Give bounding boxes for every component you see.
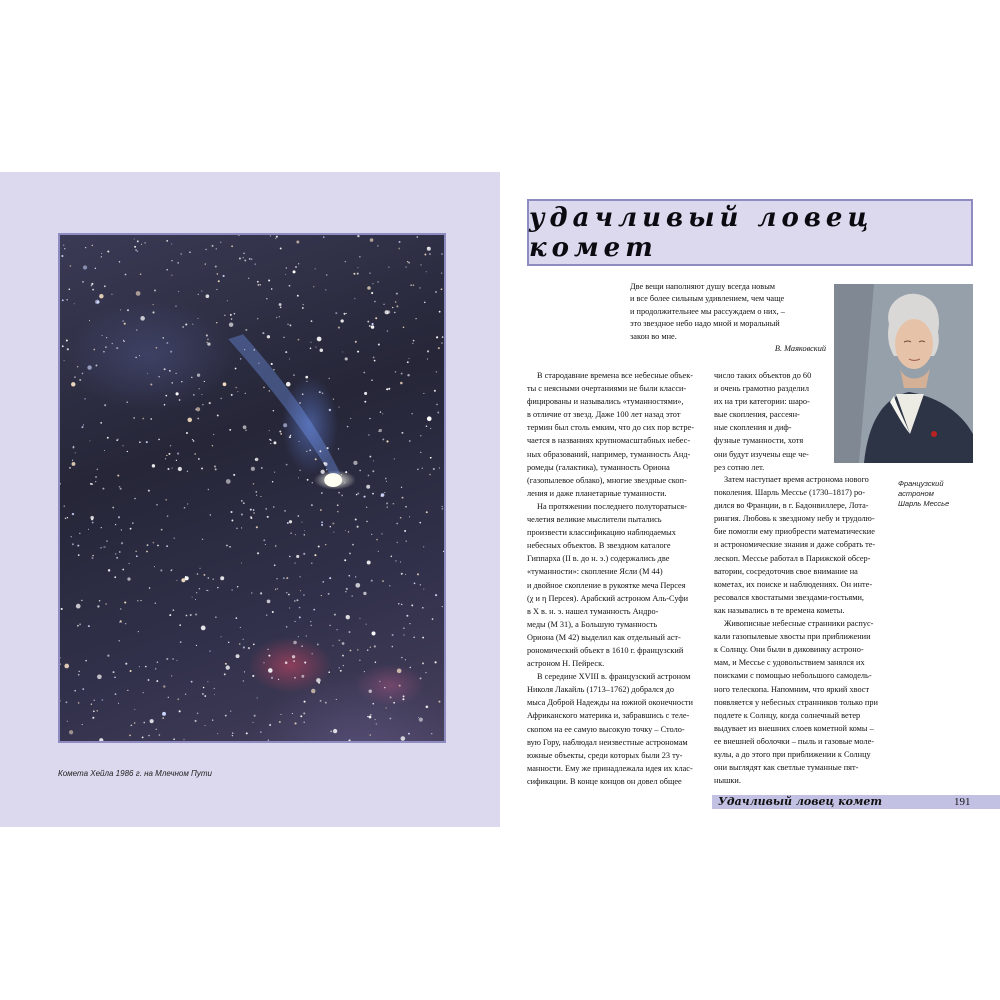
text-line: фузные туманности, хотя: [714, 436, 804, 446]
text-line: кали газопылевые хвосты при приближении: [714, 632, 871, 642]
text-line: Живописные небесные странники распус-: [724, 619, 874, 629]
text-line: поколения. Шарль Мессье (1730–1817) ро-: [714, 488, 866, 498]
text-line: они выглядят как светлые туманные пят-: [714, 763, 859, 773]
text-line: В стародавние времена все небесные объек-: [537, 371, 694, 380]
text-line: Гиппарха (II в. до н. э.) содержались две: [527, 554, 670, 564]
text-line: скопом на ее самую высокую точку – Столо-: [527, 724, 685, 734]
portrait-caption-line: астроном: [898, 489, 934, 498]
comet-milky-way-photo: [58, 233, 446, 743]
text-line: «туманности»: скопление Ясли (М 44): [527, 567, 663, 577]
text-line: чается в названиях крупномасштабных небес-: [527, 436, 691, 446]
text-line: как назывались в те времена кометы.: [714, 605, 845, 615]
text-line: мам, и Мессье с удовольствием занялся их: [714, 658, 865, 668]
text-line: ных образований, например, туманность Анд-: [527, 449, 691, 459]
text-line: их на три категории: шаро-: [714, 397, 810, 407]
text-line: и очень грамотно разделил: [714, 384, 809, 394]
epigraph-line: и продолжительнее мы рассуждаем о них, –: [630, 306, 785, 316]
text-line: ее внешней оболочки – пыль и газовые моле-: [714, 736, 875, 746]
text-line: рингия. Любовь к звездному небу и трудолю-: [714, 514, 875, 524]
epigraph-line: это звездное небо надо мной и моральный: [630, 319, 780, 329]
text-line: произвести классификацию наблюдаемых: [527, 528, 676, 538]
text-column-3: [714, 473, 974, 787]
text-line: ные скопления и диф-: [714, 423, 792, 433]
text-line: ромеды (галактика), туманность Ориона: [527, 462, 670, 472]
text-line: рономический объект в 1610 г. французский: [527, 645, 684, 655]
text-line: термин был столь емким, что до сих пор встре-: [527, 423, 694, 433]
title-banner: [527, 199, 973, 266]
text-line: (газопылевое облако), многие звездные скоп-: [527, 475, 687, 485]
epigraph-line: закон во мне.: [630, 331, 677, 341]
text-line: сификации. В конце концов он довел общее: [527, 776, 682, 786]
text-line: выдувает из внешних слоев кометной комы –: [714, 723, 874, 733]
photo-caption: Комета Хейла 1986 г. на Млечном Пути: [58, 769, 212, 778]
text-line: вые скопления, рассеян-: [714, 410, 800, 420]
starfield-image: [60, 235, 444, 741]
text-column-1: [527, 369, 703, 788]
text-line: меды (М 31), а Большую туманность: [527, 619, 658, 629]
text-line: дился во Франции, в г. Бадонвиллере, Лота-: [714, 501, 869, 511]
portrait-caption-line: Французский: [898, 479, 944, 488]
text-line: в X в. н. э. нашел туманность Андро-: [527, 606, 659, 616]
text-line: нышки.: [714, 776, 741, 786]
text-line: рез сотню лет.: [714, 462, 765, 472]
portrait-caption-line: Шарль Мессье: [898, 499, 950, 508]
text-line: южные объекты, среди которых были 23 ту-: [527, 750, 683, 760]
epigraph-line: и все более сильным удивлением, чем чаще: [630, 294, 785, 304]
text-line: Николя Лакайль (1713–1762) добрался до: [527, 685, 674, 695]
text-line: и астрономические знания и даже собрать те-: [714, 540, 876, 550]
text-line: В середине XVIII в. французский астроном: [537, 672, 691, 682]
text-line: ты с неясными очертаниями не были класси-: [527, 384, 687, 394]
epigraph: [630, 281, 830, 343]
text-line: Африканского материка и, забравшись с теле-: [527, 711, 690, 721]
text-line: вую Гору, наблюдал неизвестные астрономам: [527, 737, 688, 747]
text-line: они будут изучены еще че-: [714, 449, 809, 459]
running-footer-title: Удачливый ловец комет: [718, 795, 883, 808]
text-line: фицированы и назывались «туманностями»,: [527, 397, 684, 407]
text-line: небесных объектов. В звездном каталоге: [527, 541, 671, 551]
text-line: астроном Н. Пейреск.: [527, 659, 605, 669]
text-line: подлете к Солнцу, когда солнечный ветер: [714, 710, 861, 720]
text-line: (χ и η Персея). Арабский астроном Аль-Суфи: [527, 593, 689, 603]
text-line: число таких объектов до 60: [714, 371, 812, 380]
text-line: к Солнцу. Они были в диковинку астроно-: [714, 645, 864, 655]
page-number: 191: [954, 796, 971, 808]
text-line: Затем наступает время астронома нового: [724, 475, 869, 484]
epigraph-line: Две вещи наполняют душу всегда новым: [630, 282, 776, 291]
text-line: появляется у небесных странников только при: [714, 697, 878, 707]
text-line: манности. Ему же принадлежала идея их клас-: [527, 763, 693, 773]
text-line: На протяжении последнего полуторатыся-: [537, 501, 687, 511]
text-line: мыса Доброй Надежды на южной оконечности: [527, 698, 693, 708]
text-line: и двойное скопление в рукоятке меча Персея: [527, 580, 686, 590]
text-line: кулы, а до этого при приближении к Солнцу: [714, 749, 871, 759]
text-line: кометах, их поиске и наблюдениях. Он инте-: [714, 579, 873, 589]
text-line: лескоп. Мессье работал в Парижской обсер-: [714, 553, 871, 563]
page-title: удачливый ловец комет: [529, 202, 874, 263]
text-line: челетия великие мыслители пытались: [527, 515, 662, 525]
epigraph-author: В. Маяковский: [774, 344, 826, 353]
text-line: ресовался хвостатыми звездами-гостьями,: [714, 592, 864, 602]
text-line: ного телескопа. Напомним, что яркий хвост: [714, 684, 870, 694]
text-line: бие помогли ему приобрести математические: [714, 527, 875, 537]
text-line: поисками с помощью небольшого самодель-: [714, 671, 872, 681]
text-line: ления и даже планетарные туманности.: [527, 488, 667, 498]
text-line: в отличие от звезд. Даже 100 лет назад этот: [527, 410, 681, 420]
text-column-2: [714, 369, 872, 474]
text-line: Ориона (М 42) выделил как отдельный аст-: [527, 632, 681, 642]
text-line: ватории, сосредоточив свое внимание на: [714, 566, 858, 576]
